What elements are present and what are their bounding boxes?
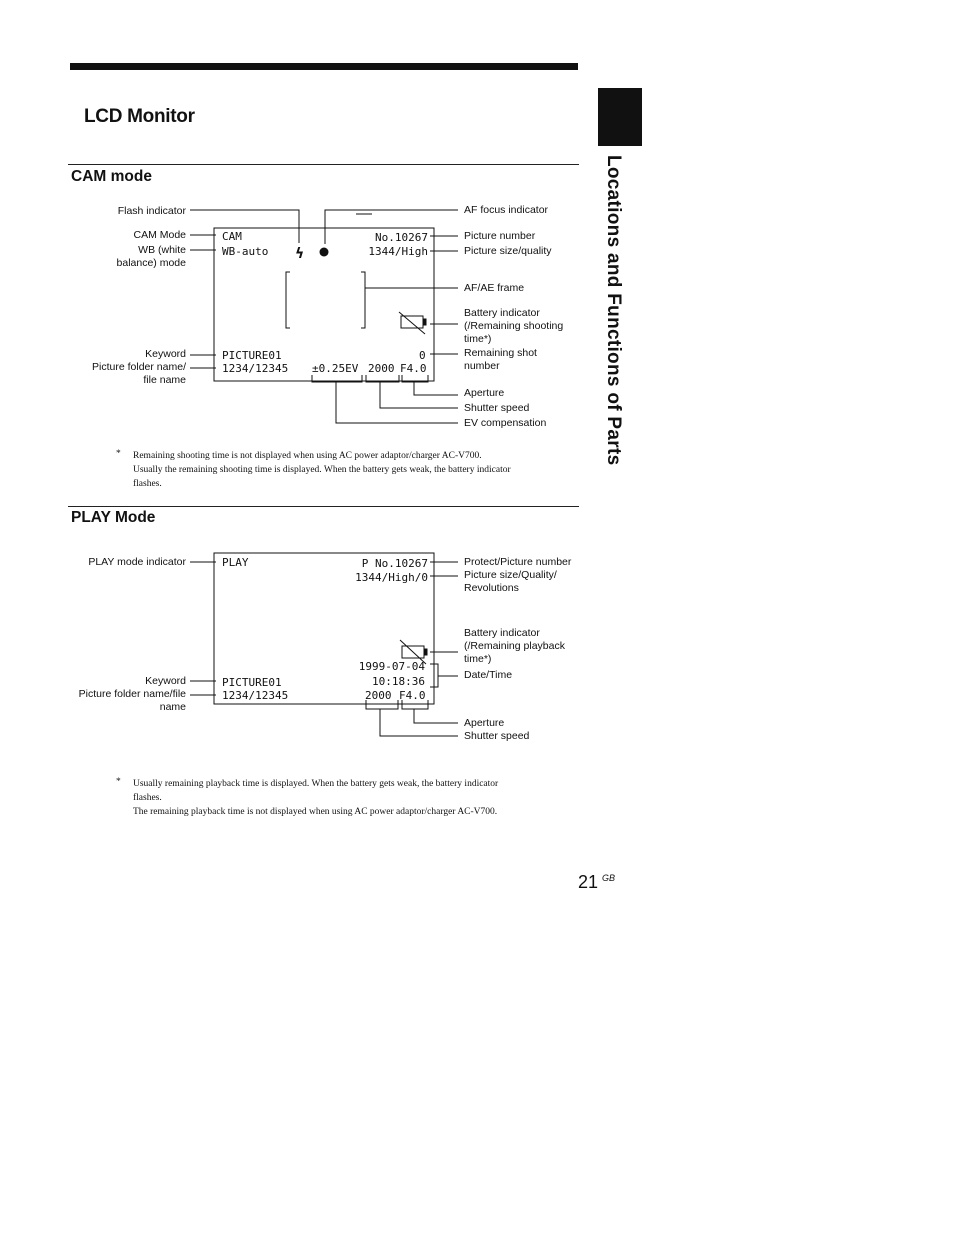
- label-ev: EV compensation: [464, 417, 547, 429]
- label-aperture: Aperture: [464, 387, 505, 399]
- label-wb-2: balance) mode: [116, 257, 186, 269]
- label-play-battery-2: (/Remaining playback: [464, 640, 565, 652]
- play-screen-keyword: PICTURE01: [222, 676, 282, 689]
- label-play-battery-3: time*): [464, 653, 492, 665]
- label-play-shutter: Shutter speed: [464, 730, 530, 742]
- label-flash: Flash indicator: [117, 205, 186, 217]
- cam-screen-keyword: PICTURE01: [222, 349, 282, 362]
- cam-screen-folder: 1234/12345: [222, 362, 289, 375]
- label-af-frame: AF/AE frame: [464, 282, 525, 294]
- label-remaining-2: number: [464, 360, 500, 372]
- label-remaining-1: Remaining shot: [464, 347, 537, 359]
- cam-screen-remaining: 0: [419, 349, 426, 362]
- af-focus-dot-icon: [320, 248, 329, 257]
- label-battery-1: Battery indicator: [464, 307, 540, 319]
- label-play-size-2: Revolutions: [464, 582, 519, 594]
- play-screen-folder: 1234/12345: [222, 689, 289, 702]
- play-screen-shutter: 2000: [365, 689, 392, 702]
- cam-note-star: *: [116, 449, 121, 459]
- cam-note: Remaining shooting time is not displayed when using AC power adaptor/charger AC-V700. Usually the remaining shooting time is displayed. When the battery gets weak, the battery indicator flashes.: [133, 451, 511, 489]
- page-title: LCD Monitor: [84, 106, 195, 127]
- cam-screen-ev: ±0.25EV: [312, 362, 359, 375]
- cam-screen-size: 1344/High: [368, 245, 428, 258]
- label-keyword: Keyword: [145, 348, 186, 360]
- play-heading: PLAY Mode: [71, 509, 156, 526]
- label-battery-2: (/Remaining shooting: [464, 320, 564, 332]
- play-section-rule: [68, 506, 579, 507]
- label-shutter: Shutter speed: [464, 402, 530, 414]
- play-note: Usually remaining playback time is displayed. When the battery gets weak, the battery indicator flashes. The remaining playback time is not displayed when using AC power adaptor/charger AC-V700.: [133, 779, 499, 817]
- label-play-size-1: Picture size/Quality/: [464, 569, 557, 581]
- label-folder-2: file name: [143, 374, 186, 386]
- side-tab-label: Locations and Functions of Parts: [603, 155, 624, 466]
- label-play-aperture: Aperture: [464, 717, 505, 729]
- label-protect: Protect/Picture number: [464, 556, 572, 568]
- play-screen-time: 10:18:36: [372, 675, 425, 688]
- label-play-indicator: PLAY mode indicator: [88, 556, 186, 568]
- play-screen-mode: PLAY: [222, 556, 249, 569]
- label-play-keyword: Keyword: [145, 675, 186, 687]
- play-screen-date: 1999-07-04: [358, 660, 425, 673]
- label-play-folder-2: name: [159, 701, 186, 713]
- play-screen-number: P No.10267: [361, 557, 428, 570]
- cam-screen-aperture: F4.0: [400, 362, 427, 375]
- label-folder-1: Picture folder name/: [92, 361, 186, 373]
- cam-screen-wb: WB-auto: [222, 245, 269, 258]
- label-battery-3: time*): [464, 333, 492, 345]
- play-screen-aperture: F4.0: [399, 689, 426, 702]
- flash-icon: ϟ: [295, 246, 305, 262]
- play-screen-size: 1344/High/0: [355, 571, 428, 584]
- label-picture-number: Picture number: [464, 230, 536, 242]
- label-cam-mode: CAM Mode: [133, 229, 186, 241]
- cam-screen-shutter: 2000: [368, 362, 395, 375]
- label-play-folder-1: Picture folder name/file: [78, 688, 186, 700]
- label-wb-1: WB (white: [138, 244, 186, 256]
- play-note-star: *: [116, 777, 121, 787]
- cam-screen-mode: CAM: [222, 230, 242, 243]
- label-af-focus: AF focus indicator: [464, 204, 549, 216]
- label-size-quality: Picture size/quality: [464, 245, 552, 257]
- cam-heading: CAM mode: [71, 168, 152, 185]
- page-number: 21 $^{GB}$: [578, 872, 616, 892]
- label-play-battery-1: Battery indicator: [464, 627, 540, 639]
- cam-screen-number: No.10267: [375, 231, 428, 244]
- label-datetime: Date/Time: [464, 669, 513, 681]
